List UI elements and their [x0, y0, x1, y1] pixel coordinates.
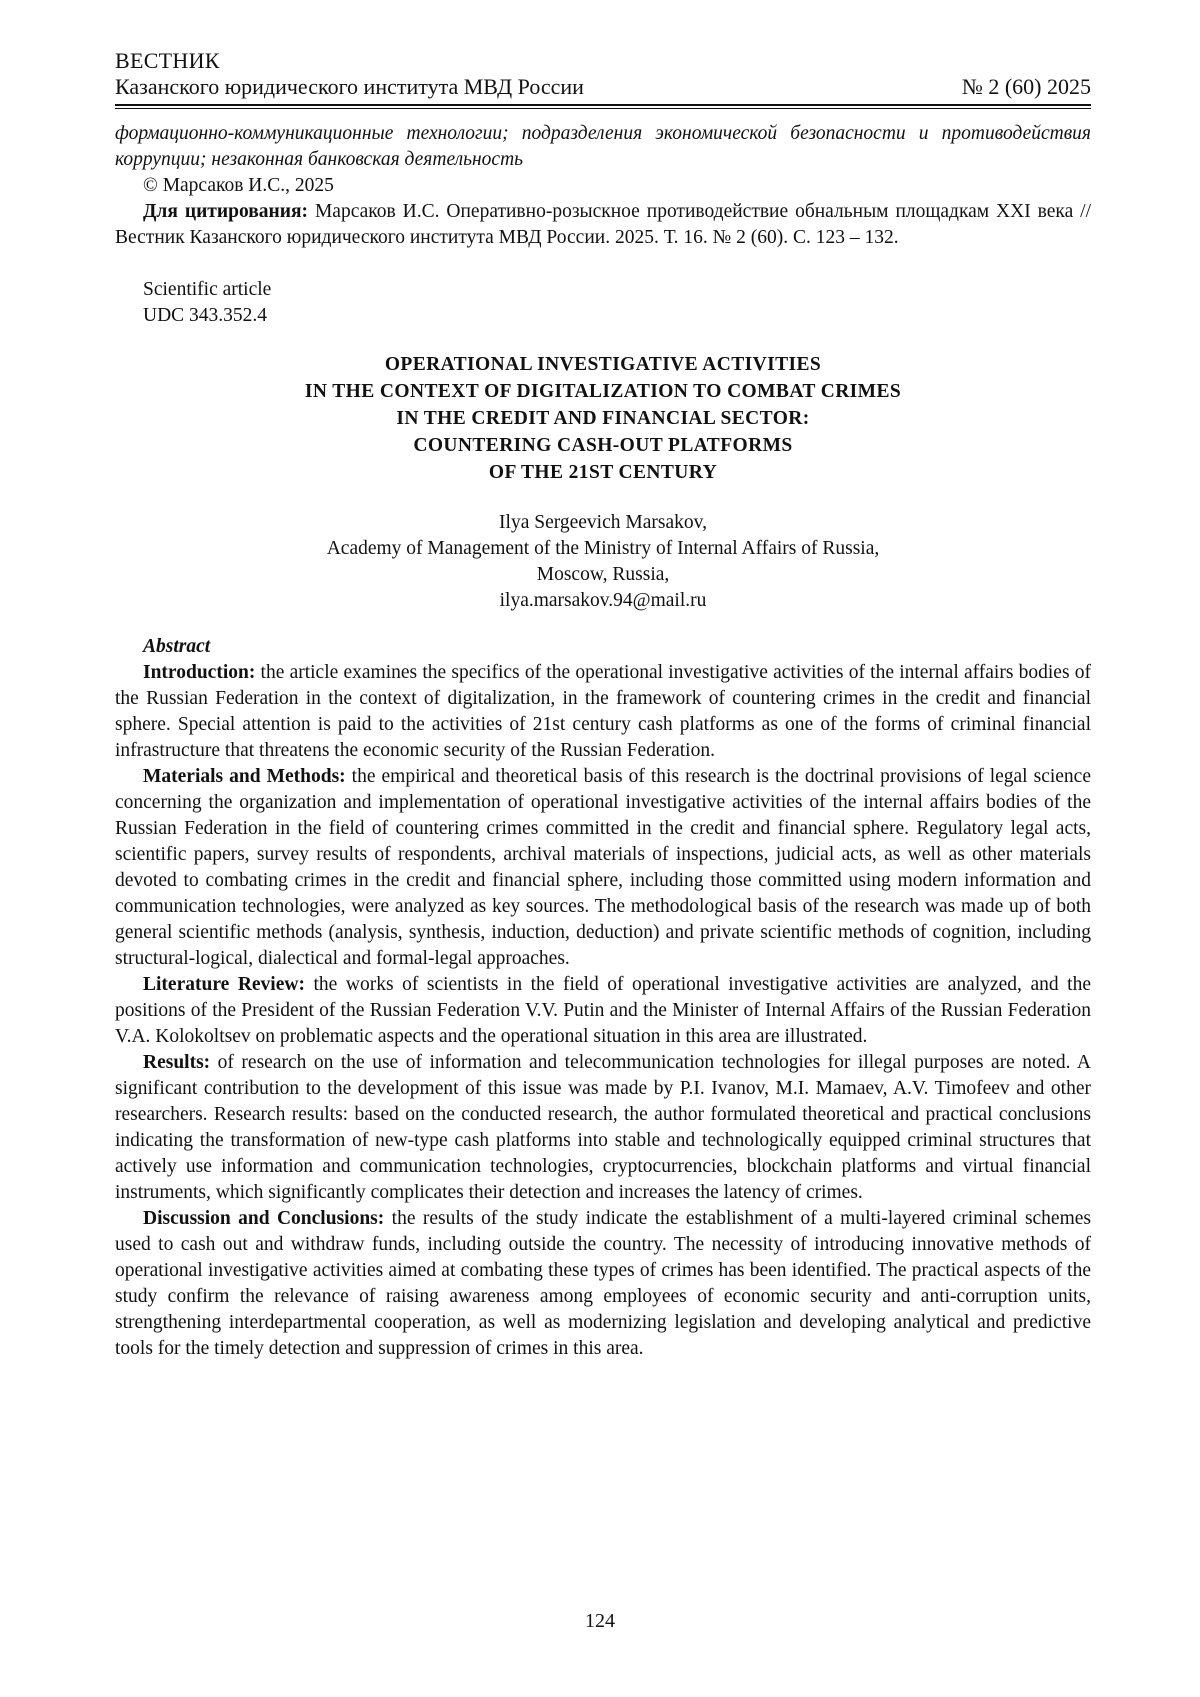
section-text: the article examines the specifics of the operational investigative activities of the internal affairs bodies of the Russian Federation in the context of digitalization, in the framework of countering crimes in the credit and financial sphere. Special attention is paid to the activities of 21st century cash platforms as one of the forms of criminal financial infrastructure that threatens the economic security of the Russian Federation. [115, 662, 1091, 761]
article-meta [115, 277, 1091, 329]
section-label: Results: [143, 1052, 210, 1073]
institute-name: Казанского юридического института МВД России [115, 74, 584, 100]
page [115, 48, 1091, 1362]
author-email: ilya.marsakov.94@mail.ru [115, 588, 1091, 614]
citation-label: Для цитирования: [143, 201, 308, 222]
author-name: Ilya Sergeevich Marsakov, [115, 510, 1091, 536]
abstract-paragraph [115, 1050, 1091, 1206]
title-line: IN THE CREDIT AND FINANCIAL SECTOR: [115, 405, 1091, 432]
section-text: of research on the use of information and telecommunication technologies for illegal purposes are noted. A significant contribution to the development of this issue was made by P.I. Ivanov, M.I. Mamaev, A.V. Timofeev and other researchers. Research results: based on the conducted research, the author formulated theoretical and practical conclusions indicating the transformation of new-type cash platforms into stable and technologically equipped criminal structures that actively use information and communication technologies, cryptocurrencies, blockchain platforms and virtual financial instruments, which significantly complicates their detection and increases the latency of crimes. [115, 1052, 1091, 1203]
title-line: OF THE 21ST CENTURY [115, 459, 1091, 486]
title-line: OPERATIONAL INVESTIGATIVE ACTIVITIES [115, 351, 1091, 378]
title-line: COUNTERING CASH-OUT PLATFORMS [115, 432, 1091, 459]
udc-code: UDC 343.352.4 [143, 303, 1091, 329]
section-label: Discussion and Conclusions: [143, 1208, 384, 1229]
abstract-paragraph [115, 1206, 1091, 1362]
section-label: Literature Review: [143, 974, 305, 995]
article-type: Scientific article [143, 277, 1091, 303]
header-line [115, 74, 1091, 100]
article-title [115, 351, 1091, 486]
page-number: 124 [0, 1610, 1200, 1633]
section-text: the results of the study indicate the establishment of a multi-layered criminal schemes used to cash out and withdraw funds, including outside the country. The necessity of introducing innovative methods of operational investigative activities aimed at combating these types of crimes has been identified. The practical aspects of the study confirm the relevance of raising awareness among employees of economic security and anti-corruption units, strengthening interdepartmental cooperation, as well as modernizing legislation and developing analytical and predictive tools for the timely detection and suppression of crimes in this area. [115, 1208, 1091, 1359]
section-label: Materials and Methods: [143, 766, 346, 787]
author-location: Moscow, Russia, [115, 562, 1091, 588]
running-header [115, 48, 1091, 109]
section-text: the works of scientists in the field of operational investigative activities are analyzed, and the positions of the President of the Russian Federation V.V. Putin and the Minister of Internal Affairs of the Russian Federation V.A. Kolokoltsev on problematic aspects and the operational situation in this area are illustrated. [115, 974, 1091, 1047]
author-affiliation: Academy of Management of the Ministry of Internal Affairs of Russia, [115, 536, 1091, 562]
issue-number: № 2 (60) 2025 [962, 74, 1091, 100]
section-text: the empirical and theoretical basis of this research is the doctrinal provisions of legal science concerning the organization and implementation of operational investigative activities of the internal affairs bodies of the Russian Federation in the field of countering crimes committed in the credit and financial sphere. Regulatory legal acts, scientific papers, survey results of respondents, archival materials of inspections, judicial acts, as well as other materials devoted to combating crimes in the credit and financial sphere, including those committed using modern information and communication technologies, were analyzed as key sources. The methodological basis of the research was made up of both general scientific methods (analysis, synthesis, induction, deduction) and private scientific methods of cognition, including structural-logical, dialectical and formal-legal approaches. [115, 766, 1091, 969]
abstract-heading: Abstract [115, 634, 1091, 660]
abstract-body [115, 660, 1091, 1362]
section-label: Introduction: [143, 662, 255, 683]
citation-block [115, 199, 1091, 251]
citation-text: Марсаков И.С. Оперативно-розыскное противодействие обнальным площадкам XXI века // Вестник Казанского юридического института МВД России. 2025. Т. 16. № 2 (60). С. 123 – 132. [115, 201, 1091, 248]
abstract-paragraph [115, 660, 1091, 764]
journal-name: ВЕСТНИК [115, 48, 1091, 74]
copyright-line: © Марсаков И.С., 2025 [115, 173, 1091, 199]
abstract-paragraph [115, 764, 1091, 972]
keywords-continuation: формационно-коммуникационные технологии; подразделения экономической безопасности и противодействия коррупции; незаконная банковская деятельность [115, 121, 1091, 173]
author-block [115, 510, 1091, 614]
title-line: IN THE CONTEXT OF DIGITALIZATION TO COMBAT CRIMES [115, 378, 1091, 405]
header-rule [115, 104, 1091, 109]
abstract-paragraph [115, 972, 1091, 1050]
